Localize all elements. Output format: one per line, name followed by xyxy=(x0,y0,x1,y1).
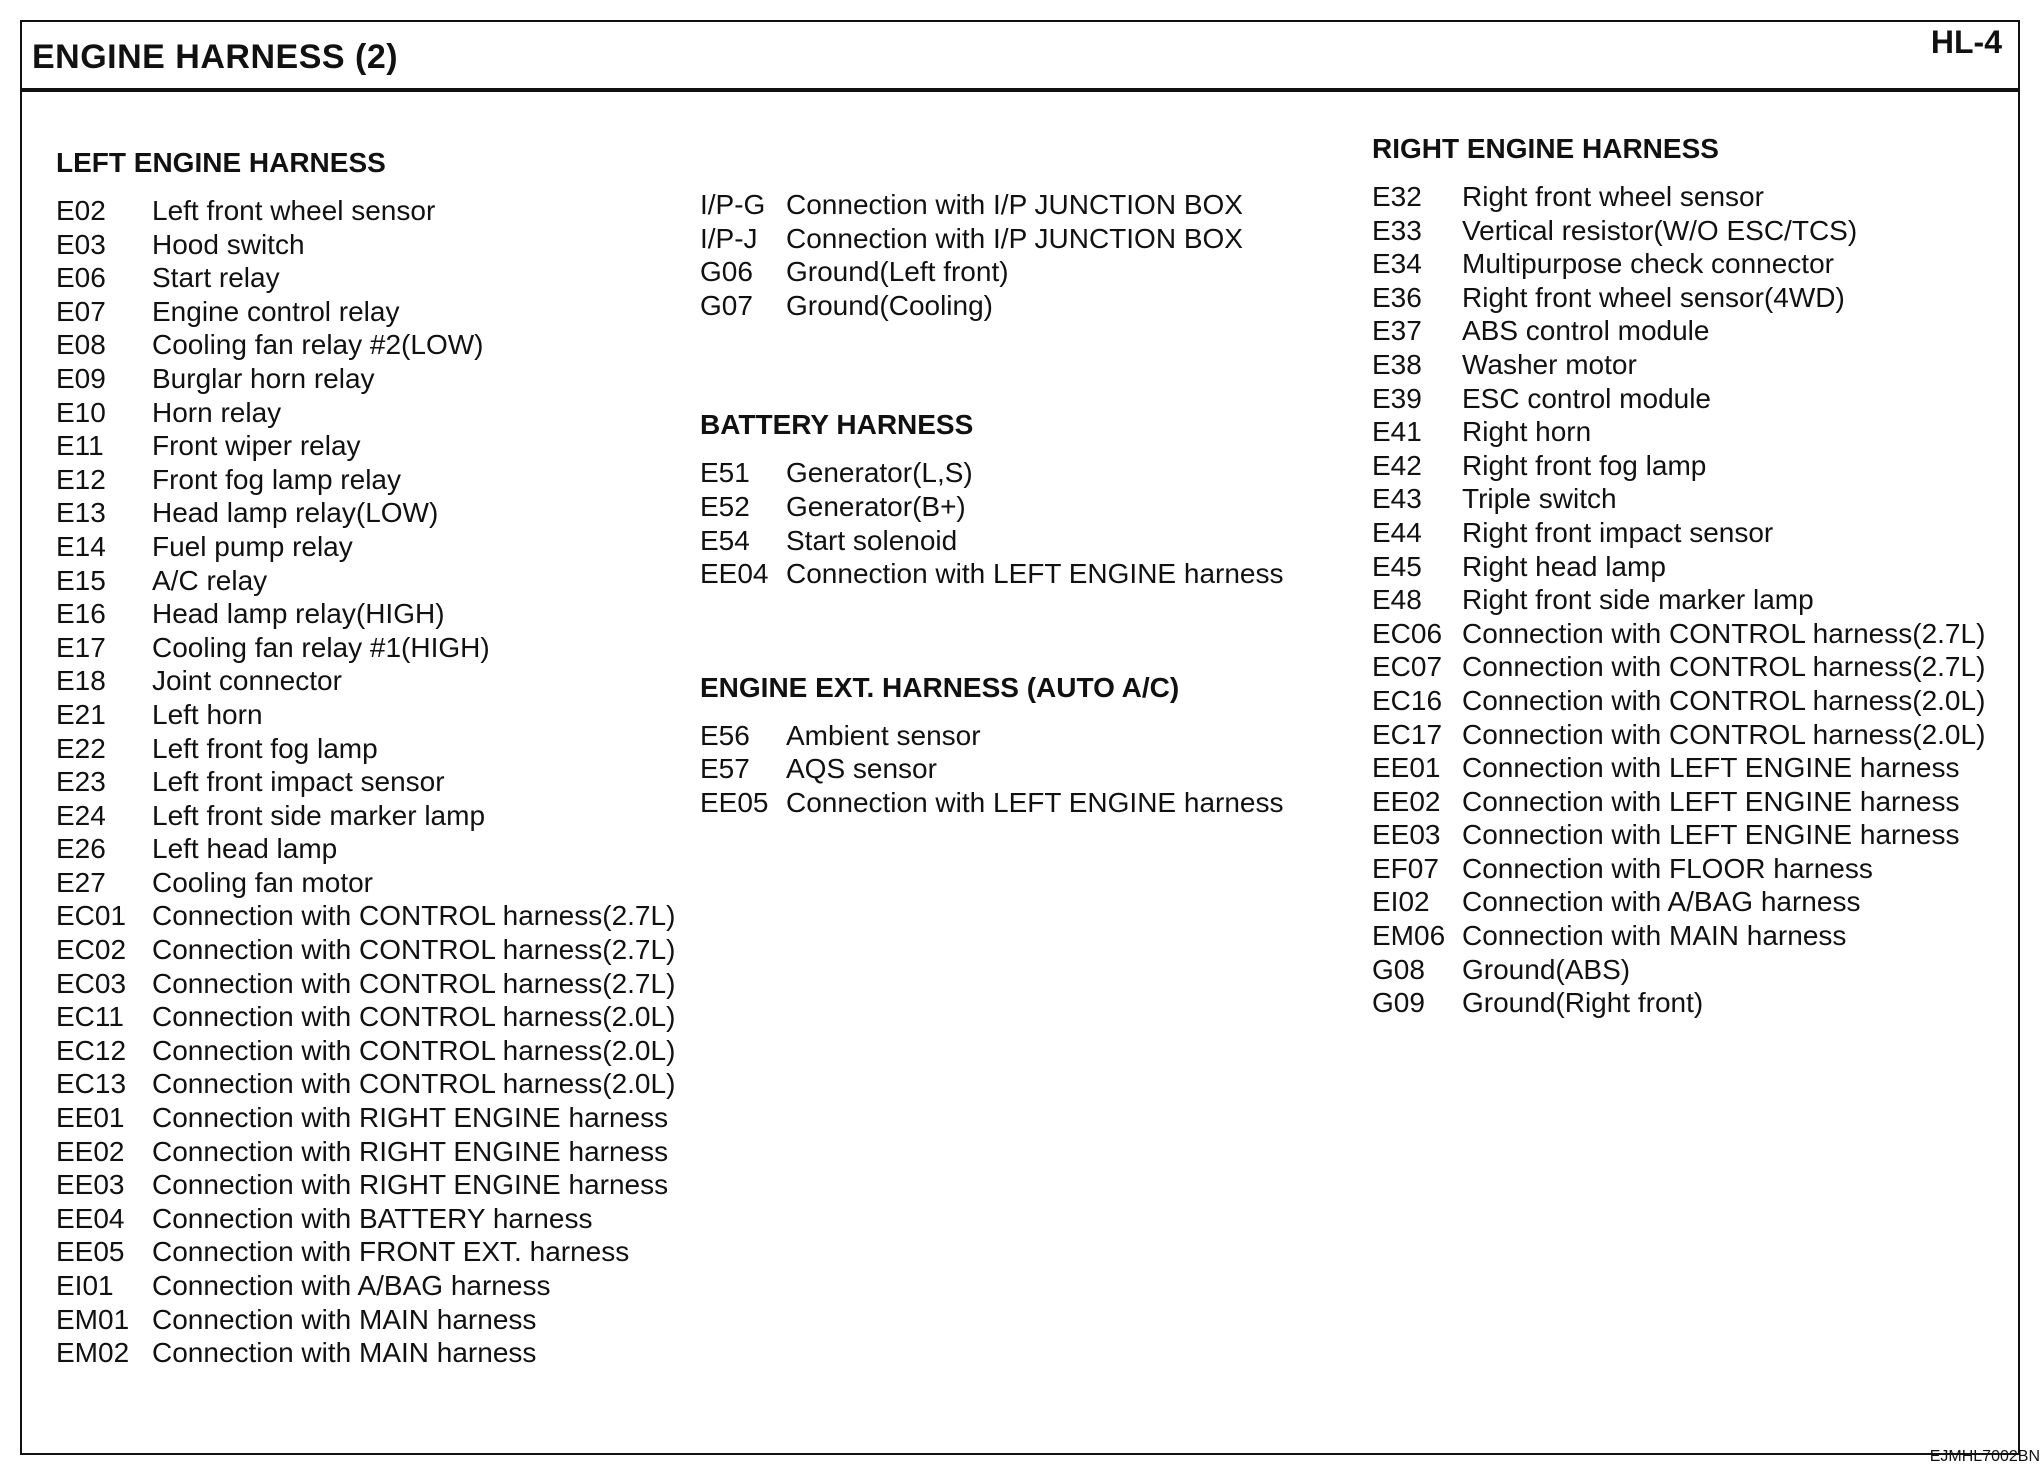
connector-description: Right front impact sensor xyxy=(1462,516,1774,548)
list-item xyxy=(1372,281,2012,315)
connector-list xyxy=(56,194,696,1370)
connector-description: Washer motor xyxy=(1462,348,1637,380)
connector-code: EC02 xyxy=(56,934,127,966)
list-item xyxy=(56,1269,696,1303)
connector-code: E26 xyxy=(56,833,106,865)
junction-ground-list xyxy=(700,188,1340,322)
connector-list xyxy=(700,719,1340,820)
connector-description: Joint connector xyxy=(152,665,342,697)
list-item xyxy=(1372,986,2012,1020)
connector-code: E13 xyxy=(56,497,106,529)
list-item xyxy=(1372,718,2012,752)
connector-description: Connection with CONTROL harness(2.0L) xyxy=(152,1068,676,1100)
list-item xyxy=(56,1034,696,1068)
connector-code: E54 xyxy=(700,524,750,556)
connector-description: Start relay xyxy=(152,262,280,294)
list-item xyxy=(700,188,1340,222)
connector-description: Left front wheel sensor xyxy=(152,195,436,226)
list-item xyxy=(1372,415,2012,449)
list-item xyxy=(1372,617,2012,651)
connector-code: E22 xyxy=(56,732,106,764)
connector-code: E15 xyxy=(56,564,106,596)
connector-description: AQS sensor xyxy=(786,753,937,785)
section-title: BATTERY HARNESS xyxy=(700,409,974,441)
connector-description: Right front wheel sensor(4WD) xyxy=(1462,281,1845,313)
connector-code: E37 xyxy=(1372,315,1422,347)
list-item xyxy=(56,1303,696,1337)
list-item xyxy=(56,732,696,766)
connector-description: Generator(B+) xyxy=(786,490,966,522)
connector-code: E36 xyxy=(1372,281,1422,313)
connector-code: G08 xyxy=(1372,953,1425,985)
list-item xyxy=(700,255,1340,289)
connector-description: Connection with CONTROL harness(2.7L) xyxy=(1462,651,1986,683)
engine-ext-harness-section xyxy=(700,667,1340,820)
connector-code: E16 xyxy=(56,598,106,630)
connector-description: Connection with LEFT ENGINE harness xyxy=(1462,785,1960,817)
connector-description: Ground(Right front) xyxy=(1462,987,1704,1019)
connector-code: EM02 xyxy=(56,1337,130,1369)
connector-description: Front fog lamp relay xyxy=(152,463,401,495)
list-item xyxy=(56,362,696,396)
connector-description: Start solenoid xyxy=(786,524,958,556)
section-title: ENGINE EXT. HARNESS (AUTO A/C) xyxy=(700,671,1180,703)
connector-code: E41 xyxy=(1372,416,1422,448)
connector-description: Connection with MAIN harness xyxy=(152,1303,537,1335)
list-item xyxy=(1372,751,2012,785)
connector-code: E34 xyxy=(1372,248,1422,280)
connector-list xyxy=(700,188,1340,322)
connector-description: Connection with FLOOR harness xyxy=(1462,852,1873,884)
connector-description: Generator(L,S) xyxy=(786,457,973,489)
connector-description: Ambient sensor xyxy=(786,719,981,751)
list-item xyxy=(56,799,696,833)
connector-description: Engine control relay xyxy=(152,295,400,327)
connector-code: E11 xyxy=(56,430,104,462)
connector-description: Triple switch xyxy=(1462,483,1617,515)
connector-description: Cooling fan motor xyxy=(152,866,374,898)
connector-code: EE05 xyxy=(56,1236,125,1268)
list-item xyxy=(1372,953,2012,987)
list-item xyxy=(56,564,696,598)
page-header xyxy=(20,20,2020,92)
connector-code: E02 xyxy=(56,195,106,226)
connector-description: Cooling fan relay #1(HIGH) xyxy=(152,631,490,663)
list-item xyxy=(56,832,696,866)
connector-description: Connection with LEFT ENGINE harness xyxy=(786,786,1284,818)
connector-description: Connection with CONTROL harness(2.7L) xyxy=(152,934,676,966)
connector-code: E57 xyxy=(700,753,750,785)
connector-code: EC01 xyxy=(56,900,127,932)
list-item xyxy=(56,1168,696,1202)
connector-description: Connection with I/P JUNCTION BOX xyxy=(786,222,1243,254)
right-engine-harness-section xyxy=(1372,128,2012,1020)
connector-code: EI02 xyxy=(1372,886,1430,918)
connector-code: EC06 xyxy=(1372,617,1443,649)
connector-code: E14 xyxy=(56,530,106,562)
connector-code: G07 xyxy=(700,289,753,321)
list-item xyxy=(1372,550,2012,584)
page-number: HL-4 xyxy=(1930,24,2002,60)
connector-code: E44 xyxy=(1372,516,1422,548)
connector-description: Right head lamp xyxy=(1462,550,1666,582)
list-item xyxy=(56,328,696,362)
list-item xyxy=(56,698,696,732)
list-item xyxy=(1372,785,2012,819)
list-item xyxy=(56,1067,696,1101)
connector-description: Connection with LEFT ENGINE harness xyxy=(786,558,1284,590)
connector-description: Connection with FRONT EXT. harness xyxy=(152,1236,630,1268)
list-item xyxy=(1372,180,2012,214)
connector-description: Connection with RIGHT ENGINE harness xyxy=(152,1169,669,1201)
connector-code: EE02 xyxy=(1372,785,1441,817)
connector-description: Connection with LEFT ENGINE harness xyxy=(1462,819,1960,851)
list-item xyxy=(56,1336,696,1370)
list-item xyxy=(56,1202,696,1236)
connector-code: G06 xyxy=(700,256,753,288)
list-item xyxy=(1372,449,2012,483)
connector-description: Connection with A/BAG harness xyxy=(1462,886,1861,918)
connector-code: G09 xyxy=(1372,987,1425,1019)
list-item xyxy=(56,597,696,631)
connector-code: E23 xyxy=(56,766,106,798)
connector-code: E03 xyxy=(56,228,106,260)
list-item xyxy=(56,933,696,967)
page-title: ENGINE HARNESS (2) xyxy=(32,38,399,76)
connector-description: Head lamp relay(LOW) xyxy=(152,497,439,529)
list-item xyxy=(56,228,696,262)
middle-column xyxy=(700,188,1340,820)
list-item xyxy=(1372,818,2012,852)
connector-code: E48 xyxy=(1372,584,1422,616)
connector-description: Fuel pump relay xyxy=(152,530,353,562)
list-item xyxy=(1372,247,2012,281)
connector-code: E07 xyxy=(56,295,106,327)
connector-code: E06 xyxy=(56,262,106,294)
connector-code: EC13 xyxy=(56,1068,127,1100)
connector-description: Left front fog lamp xyxy=(152,732,378,764)
connector-code: EC11 xyxy=(56,1001,124,1033)
list-item xyxy=(700,222,1340,256)
connector-description: Connection with CONTROL harness(2.7L) xyxy=(152,900,676,932)
list-item xyxy=(700,752,1340,786)
connector-description: ESC control module xyxy=(1462,382,1712,414)
connector-code: E17 xyxy=(56,631,106,663)
connector-code: E43 xyxy=(1372,483,1422,515)
connector-code: E12 xyxy=(56,463,106,495)
list-item xyxy=(56,429,696,463)
list-item xyxy=(1372,382,2012,416)
connector-description: Connection with I/P JUNCTION BOX xyxy=(786,189,1243,220)
connector-description: Connection with MAIN harness xyxy=(152,1337,537,1369)
connector-code: EE03 xyxy=(1372,819,1441,851)
list-item xyxy=(1372,482,2012,516)
list-item xyxy=(1372,650,2012,684)
connector-code: E27 xyxy=(56,866,106,898)
connector-code: I/P-J xyxy=(700,222,758,254)
connector-description: Multipurpose check connector xyxy=(1462,248,1834,280)
connector-code: EI01 xyxy=(56,1270,114,1301)
connector-description: Connection with CONTROL harness(2.0L) xyxy=(1462,684,1986,716)
connector-code: EF07 xyxy=(1372,852,1439,884)
list-item xyxy=(700,456,1340,490)
connector-code: I/P-G xyxy=(700,189,766,220)
connector-code: E56 xyxy=(700,719,750,751)
connector-description: Hood switch xyxy=(152,228,305,260)
list-item xyxy=(56,1101,696,1135)
list-item xyxy=(700,524,1340,558)
list-item xyxy=(56,396,696,430)
connector-description: Left head lamp xyxy=(152,833,338,865)
connector-description: Connection with A/BAG harness xyxy=(152,1270,551,1301)
connector-description: Cooling fan relay #2(LOW) xyxy=(152,329,484,361)
connector-code: EE01 xyxy=(1372,752,1441,784)
list-item xyxy=(56,194,696,228)
connector-description: Left front side marker lamp xyxy=(152,799,486,831)
connector-list xyxy=(700,456,1340,590)
list-item xyxy=(56,1235,696,1269)
connector-description: Connection with CONTROL harness(2.0L) xyxy=(152,1001,676,1033)
list-item xyxy=(1372,314,2012,348)
connector-description: Connection with MAIN harness xyxy=(1462,920,1847,952)
list-item xyxy=(700,289,1340,323)
connector-list xyxy=(1372,180,2012,1020)
section-title: RIGHT ENGINE HARNESS xyxy=(1372,133,1719,164)
connector-code: EC03 xyxy=(56,967,127,999)
connector-description: Connection with CONTROL harness(2.0L) xyxy=(152,1034,676,1066)
connector-description: A/C relay xyxy=(152,564,268,596)
list-item xyxy=(56,295,696,329)
connector-description: Horn relay xyxy=(152,396,282,428)
list-item xyxy=(56,967,696,1001)
connector-code: E52 xyxy=(700,490,750,522)
list-item xyxy=(1372,852,2012,886)
list-item xyxy=(1372,583,2012,617)
list-item xyxy=(56,261,696,295)
list-item xyxy=(56,631,696,665)
list-item xyxy=(56,765,696,799)
connector-description: Left horn xyxy=(152,698,263,730)
list-item xyxy=(56,1135,696,1169)
figure-reference-code: EJMHL7002BN xyxy=(1929,1448,2040,1465)
battery-harness-section xyxy=(700,404,1340,590)
list-item xyxy=(56,530,696,564)
connector-description: Burglar horn relay xyxy=(152,362,375,394)
list-item xyxy=(1372,684,2012,718)
connector-code: E10 xyxy=(56,396,106,428)
connector-code: E51 xyxy=(700,457,750,489)
connector-description: Right horn xyxy=(1462,416,1592,448)
connector-description: Ground(ABS) xyxy=(1462,953,1631,985)
connector-code: EM01 xyxy=(56,1303,130,1335)
connector-description: ABS control module xyxy=(1462,315,1710,347)
connector-code: E21 xyxy=(56,698,106,730)
list-item xyxy=(700,557,1340,591)
list-item xyxy=(700,490,1340,524)
connector-description: Connection with CONTROL harness(2.7L) xyxy=(152,967,676,999)
connector-description: Head lamp relay(HIGH) xyxy=(152,598,445,630)
list-item xyxy=(1372,919,2012,953)
connector-description: Connection with BATTERY harness xyxy=(152,1202,593,1234)
list-item xyxy=(700,719,1340,753)
connector-code: E08 xyxy=(56,329,106,361)
connector-description: Connection with RIGHT ENGINE harness xyxy=(152,1135,669,1167)
connector-description: Ground(Left front) xyxy=(786,256,1009,288)
connector-code: EM06 xyxy=(1372,920,1446,952)
connector-code: EC12 xyxy=(56,1034,127,1066)
list-item xyxy=(56,1000,696,1034)
list-item xyxy=(1372,214,2012,248)
connector-code: E42 xyxy=(1372,449,1422,481)
list-item xyxy=(1372,885,2012,919)
connector-code: E33 xyxy=(1372,214,1422,246)
list-item xyxy=(1372,348,2012,382)
list-item xyxy=(56,866,696,900)
connector-description: Connection with LEFT ENGINE harness xyxy=(1462,752,1960,784)
connector-description: Right front wheel sensor xyxy=(1462,181,1764,212)
connector-description: Left front impact sensor xyxy=(152,766,445,798)
list-item xyxy=(56,463,696,497)
left-engine-harness-section xyxy=(56,142,696,1370)
connector-code: E45 xyxy=(1372,550,1422,582)
connector-description: Connection with CONTROL harness(2.0L) xyxy=(1462,718,1986,750)
connector-description: Ground(Cooling) xyxy=(786,289,993,321)
connector-code: EC07 xyxy=(1372,651,1443,683)
list-item xyxy=(56,496,696,530)
connector-code: EE04 xyxy=(56,1202,125,1234)
connector-code: EE01 xyxy=(56,1102,125,1134)
connector-description: Right front fog lamp xyxy=(1462,449,1707,481)
connector-code: EE02 xyxy=(56,1135,125,1167)
connector-code: E24 xyxy=(56,799,106,831)
connector-code: EE03 xyxy=(56,1169,125,1201)
connector-description: Connection with CONTROL harness(2.7L) xyxy=(1462,617,1986,649)
connector-code: E09 xyxy=(56,362,106,394)
connector-description: Vertical resistor(W/O ESC/TCS) xyxy=(1462,214,1858,246)
connector-description: Front wiper relay xyxy=(152,430,361,462)
connector-code: EE05 xyxy=(700,786,769,818)
connector-description: Right front side marker lamp xyxy=(1462,584,1814,616)
list-item xyxy=(1372,516,2012,550)
connector-code: E18 xyxy=(56,665,106,697)
connector-code: EC17 xyxy=(1372,718,1443,750)
list-item xyxy=(56,899,696,933)
section-title: LEFT ENGINE HARNESS xyxy=(56,147,386,178)
connector-code: EC16 xyxy=(1372,684,1443,716)
connector-code: E32 xyxy=(1372,181,1422,212)
connector-code: EE04 xyxy=(700,558,769,590)
list-item xyxy=(56,664,696,698)
connector-code: E38 xyxy=(1372,348,1422,380)
connector-code: E39 xyxy=(1372,382,1422,414)
connector-description: Connection with RIGHT ENGINE harness xyxy=(152,1102,669,1134)
list-item xyxy=(700,786,1340,820)
